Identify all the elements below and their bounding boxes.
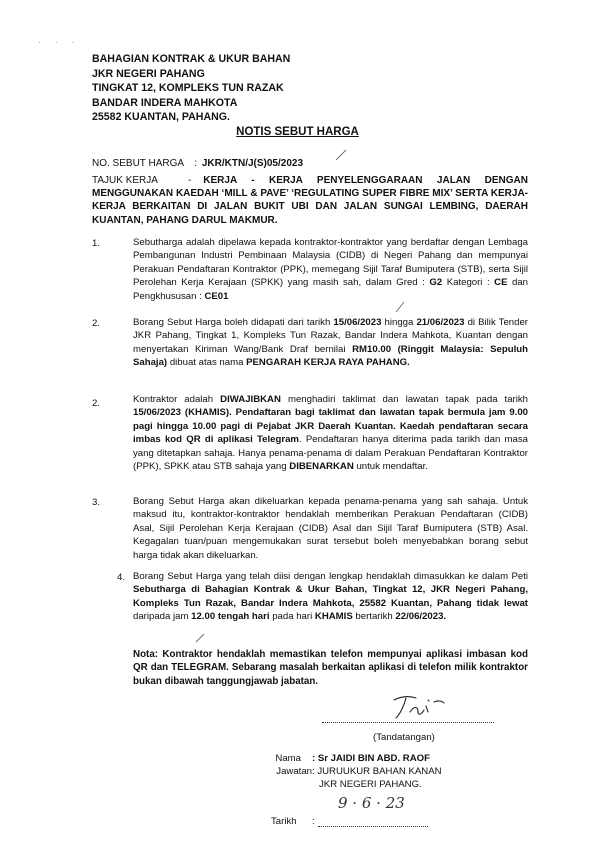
item-text: dibuat atas nama: [169, 357, 244, 369]
gred-value: G2: [429, 277, 443, 289]
item-paragraph: [133, 495, 528, 562]
tick-mark-icon: [394, 300, 406, 314]
tajuk-kerja: [92, 174, 528, 227]
tarikh-label: Tarikh: [271, 816, 297, 827]
item-text: pada hari: [272, 611, 313, 623]
jawatan-label: Jawatan: [276, 766, 312, 777]
emphasis-text: 12.00 tengah hari: [191, 611, 270, 623]
item-text: Sebutharga adalah dipelawa kepada kontraktor-kontraktor yang berdaftar dengan Lembaga Pembangunan Industri Pembinaan Malaysia (CIDB) di Negeri Pahang dan mempunyai Perakuan Pendaftaran Kontraktor (PPK), memegang Sijil Taraf Bumiputera (STB), serta Sijil Perolehan Kerja Kerajaan (SPKK) yang masih sah, dalam Gred :: [133, 237, 528, 289]
nama-value: : Sr JAIDI BIN ABD. RAOF: [312, 753, 430, 764]
reference-colon: :: [194, 158, 198, 169]
item-number: 2.: [92, 398, 101, 409]
item-text: untuk mendaftar.: [356, 461, 428, 473]
emphasis-text: DIWAJIBKAN: [220, 394, 281, 405]
item-text: bertarikh: [355, 611, 393, 623]
jawatan-value-line2: JKR NEGERI PAHANG.: [319, 779, 422, 790]
letterhead: [92, 52, 290, 125]
item-text: menghadiri taklimat dan lawatan tapak pada tarikh: [287, 394, 529, 405]
tarikh-colon: :: [312, 816, 315, 827]
nama-label: Nama: [275, 753, 301, 764]
item-number: 1.: [92, 238, 101, 249]
date-value: 21/06/2023: [416, 317, 465, 328]
item-paragraph: [133, 236, 528, 303]
item-text: Kontraktor adalah: [133, 394, 214, 405]
reference-row: [92, 157, 303, 170]
reference-number: JKR/KTN/J(S)05/2023: [201, 158, 304, 169]
handwritten-signature: [388, 692, 448, 722]
tajuk-text: MENGGUNAKAN KAEDAH ‘MILL & PAVE’ ‘REGULATING SUPER FIBRE MIX’ SERTA KERJA-KERJA BERKAITAN DI JALAN BUKIT UBI DAN JALAN SUNGAI LEMBING, DAERAH KUANTAN, PAHANG DARUL MAKMUR.: [92, 188, 528, 226]
item-number: 4.: [117, 572, 126, 583]
tajuk-first-line: KERJA - KERJA PENYELENGGARAAN JALAN DENGAN: [203, 175, 528, 186]
emphasis-text: Sebutharga di Bahagian Kontrak & Ukur Bahan, Tingkat 12, JKR Negeri Pahang, Kompleks Tun Razak, Bandar Indera Mahkota, 25582 Kuantan, Pahang tidak lewat: [133, 584, 528, 609]
item-number: 3.: [92, 497, 101, 508]
pengkhususan-value: CE01: [204, 290, 229, 302]
scan-marks: · · ·: [38, 38, 81, 47]
notice-title: NOTIS SEBUT HARGA: [236, 126, 359, 138]
payee-value: PENGARAH KERJA RAYA PAHANG.: [246, 357, 410, 369]
item-text: . Pendaftaran hanya diterima pada tarikh dan masa yang ditetapkan sahaja. Hanya penama-penama di dalam Perakuan Pendaftaran Kontraktor (PPK), SPKK atau STB sahaja yang: [133, 434, 528, 473]
emphasis-text: 15/06/2023 (KHAMIS). Pendaftaran bagi taklimat dan lawatan tapak bermula jam 9.00 pagi hingga 10.00 pagi di Pejabat JKR Daerah Kuantan. Kaedah pendaftaran secara imbas kod QR di aplikasi Telegram: [133, 407, 528, 446]
reference-label: NO. SEBUT HARGA: [92, 158, 184, 169]
item-text: daripada jam: [133, 611, 189, 623]
item-paragraph: [133, 393, 528, 473]
item-text: Kategori :: [446, 277, 490, 289]
item-number: 2.: [92, 318, 101, 329]
item-text: Borang Sebut Harga yang telah diisi dengan lengkap hendaklah dimasukkan ke dalam Peti: [133, 571, 528, 582]
emphasis-text: 22/06/2023.: [395, 611, 447, 623]
tarikh-handwritten: 9 · 6 · 23: [338, 794, 405, 812]
letterhead-line: TINGKAT 12, KOMPLEKS TUN RAZAK: [92, 82, 284, 95]
tick-mark-icon: [194, 632, 206, 644]
letterhead-line: 25582 KUANTAN, PAHANG.: [92, 111, 230, 124]
letterhead-line: BAHAGIAN KONTRAK & UKUR BAHAN: [92, 53, 291, 65]
nota-text: Nota: Kontraktor hendaklah memastikan telefon mempunyai aplikasi imbasan kod QR dan TELEGRAM. Sebarang masalah berkaitan aplikasi di telefon milik kontraktor bukan dibawah tanggungjawab jabatan.: [133, 649, 528, 687]
item-text: Borang Sebut Harga boleh didapati dari tarikh: [133, 317, 331, 328]
tajuk-separator: -: [187, 175, 192, 186]
item-paragraph: [133, 570, 528, 624]
tajuk-label: TAJUK KERJA: [92, 175, 158, 186]
tandatangan-caption: (Tandatangan): [373, 732, 435, 743]
signature-line: [322, 720, 494, 723]
item-paragraph: [133, 316, 528, 370]
item-text: Borang Sebut Harga akan dikeluarkan kepada penama-penama yang sah sahaja. Untuk maksud itu, kontraktor-kontraktor hendaklah memberikan Perakuan Pendaftaran (CIDB) Asal, Sijil Perolehan Kerja Kerajaan (CIDB) Asal dan Sijil Taraf Bumiputera (STB) Asal. Kegagalan tuan/puan mengemukakan surat tersebut boleh menyebabkan borang sebut harga tidak akan dikeluarkan.: [133, 496, 528, 561]
kategori-value: CE: [494, 277, 508, 289]
jawatan-value: : JURUUKUR BAHAN KANAN: [312, 766, 442, 777]
date-value: 15/06/2023: [333, 317, 382, 328]
tick-mark-icon: [334, 148, 348, 162]
item-text: di Bilik Tender JKR Pahang, Tingkat 1, Kompleks Tun Razak, Bandar Indera Mahkota, Kuantan dengan menyertakan Kiriman Wang/Bank Draf bernilai: [133, 317, 528, 355]
emphasis-text: DIBENARKAN: [289, 461, 354, 473]
letterhead-line: JKR NEGERI PAHANG: [92, 67, 205, 80]
item-text: dan Pengkhususan :: [133, 277, 529, 302]
emphasis-text: KHAMIS: [314, 611, 353, 623]
letterhead-line: BANDAR INDERA MAHKOTA: [92, 96, 238, 109]
item-text: hingga: [384, 317, 414, 328]
tarikh-line: [318, 824, 428, 827]
amount-value: RM10.00 (Ringgit Malaysia: Sepuluh Sahaja): [133, 343, 528, 369]
